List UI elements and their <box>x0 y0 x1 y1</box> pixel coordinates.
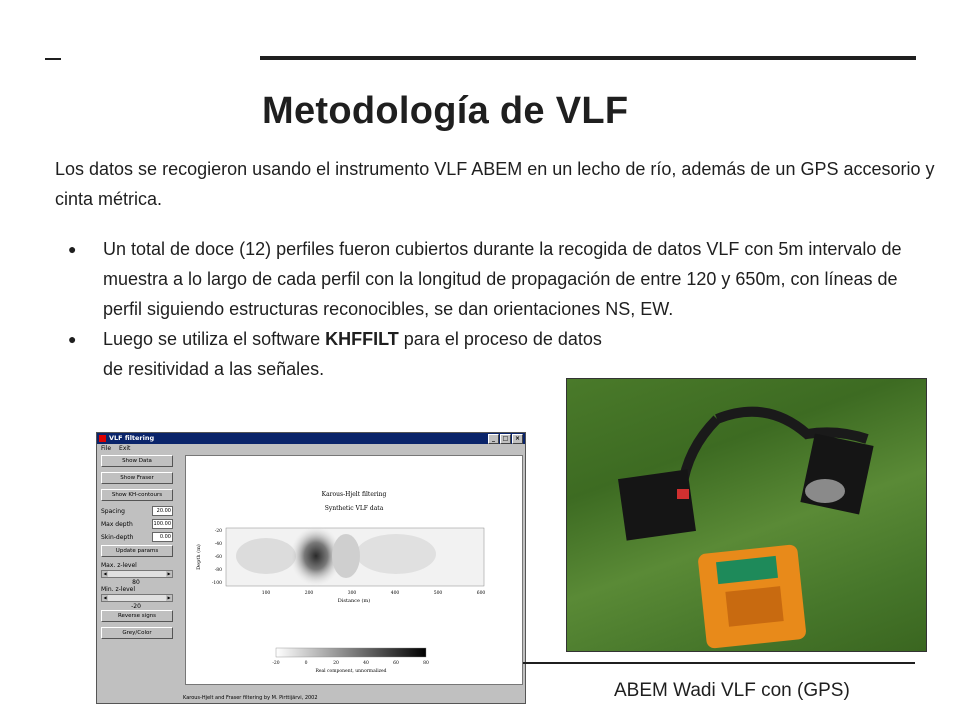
bullet-text-start: Luego se utiliza el software <box>103 329 326 349</box>
max-depth-input[interactable]: 100.00 <box>153 521 171 527</box>
menu-exit[interactable]: Exit <box>119 445 131 452</box>
colorbar-tick: 80 <box>423 661 429 666</box>
y-tick-label: -20 <box>214 529 222 534</box>
close-icon[interactable]: × <box>512 434 523 444</box>
x-tick-label: 100 <box>261 591 271 596</box>
short-divider <box>45 58 61 60</box>
param-label: Skin-depth <box>101 533 134 541</box>
strap-shape <box>717 412 867 439</box>
max-zlevel-value: 80 <box>132 579 140 586</box>
show-fraser-button[interactable]: Show Fraser <box>101 472 173 484</box>
max-zlevel-label: Max. z-level <box>101 562 137 569</box>
slider-right-arrow-icon[interactable]: ▶ <box>167 571 171 576</box>
menu-bar <box>97 444 525 453</box>
window-titlebar <box>97 433 525 444</box>
colorbar-tick: 40 <box>363 661 369 666</box>
bullet-list <box>55 234 935 384</box>
colorbar-tick: -20 <box>272 661 280 666</box>
menu-file[interactable]: File <box>101 445 112 452</box>
status-bar: Karous-Hjelt and Fraser filtering by M. Pirttijärvi, 2002 <box>183 695 318 701</box>
slider-left-arrow-icon[interactable]: ◀ <box>103 571 107 576</box>
colorbar <box>276 648 426 657</box>
colorbar-tick: 0 <box>304 661 308 666</box>
bullet-item <box>55 234 935 324</box>
contour-region <box>332 534 360 578</box>
sensor-pouch <box>800 434 873 515</box>
contour-region <box>356 534 436 574</box>
sensor-reflection <box>805 479 845 503</box>
param-label: Max depth <box>101 520 133 528</box>
grey-color-button[interactable]: Grey/Color <box>101 627 173 639</box>
x-tick-label: 500 <box>433 591 443 596</box>
bullet-text: Un total de doce (12) perfiles fueron cubiertos durante la recogida de datos VLF con 5m intervalo de muestra a lo largo de cada perfil con la longitud de propagación de entre 120 y 650m, con líneas de perfil siguiendo estructuras reconocibles, se dan orientaciones NS, EW. <box>103 239 902 319</box>
connector <box>677 489 689 499</box>
bullet-item <box>55 324 623 384</box>
slider-right-arrow-icon[interactable]: ▶ <box>167 595 171 600</box>
colorbar-tick: 60 <box>393 661 399 666</box>
photo-caption: ABEM Wadi VLF con (GPS) <box>614 680 850 701</box>
contour-region <box>236 538 296 574</box>
update-params-button[interactable]: Update params <box>101 545 173 557</box>
app-icon <box>99 435 106 442</box>
skin-depth-input[interactable]: 0.00 <box>152 532 173 542</box>
spacing-input[interactable]: 20.00 <box>152 506 173 516</box>
bullet-dot-icon: ● <box>68 331 77 347</box>
control-panel <box>101 455 175 644</box>
plot-subtitle: Synthetic VLF data <box>324 505 384 512</box>
bullet-text-end: para el proceso de datos de resitividad a las señales. <box>103 329 602 379</box>
max-zlevel-slider[interactable] <box>101 570 173 578</box>
param-row <box>101 506 173 516</box>
show-kh-contours-button[interactable]: Show KH-contours <box>101 489 173 501</box>
y-tick-label: -40 <box>214 542 222 547</box>
slide-title: Metodología de VLF <box>262 90 629 132</box>
reverse-signs-button[interactable]: Reverse signs <box>101 610 173 622</box>
x-axis-label: Distance (m) <box>337 598 371 604</box>
x-tick-label: 400 <box>390 591 400 596</box>
contour-plot <box>186 456 522 684</box>
device-illustration <box>567 379 926 651</box>
param-label: Spacing <box>101 507 125 515</box>
y-tick-label: -60 <box>214 555 222 560</box>
plot-title: Karous-Hjelt filtering <box>321 491 387 498</box>
colorbar-label: Real component, unnormalized <box>315 669 387 674</box>
caption-divider <box>523 662 915 664</box>
vlf-device-keypad <box>725 586 783 627</box>
slider-left-arrow-icon[interactable]: ◀ <box>103 595 107 600</box>
bullet-dot-icon: ● <box>68 241 77 257</box>
window-title: VLF filtering <box>109 434 155 442</box>
param-row <box>101 519 173 529</box>
top-divider <box>260 56 916 60</box>
x-tick-label: 300 <box>347 591 357 596</box>
software-screenshot <box>96 432 526 704</box>
battery-pouch <box>618 469 696 540</box>
intro-paragraph: Los datos se recogieron usando el instrumento VLF ABEM en un lecho de río, además de un GPS accesorio y cinta métrica. <box>55 159 935 209</box>
colorbar-tick: 20 <box>333 661 339 666</box>
minimize-icon[interactable]: _ <box>488 434 499 444</box>
y-tick-label: -100 <box>211 581 222 586</box>
software-name: KHFFILT <box>325 329 399 349</box>
x-tick-label: 200 <box>304 591 314 596</box>
x-tick-label: 600 <box>476 591 486 596</box>
maximize-icon[interactable]: □ <box>500 434 511 444</box>
param-row <box>101 532 173 542</box>
y-tick-label: -80 <box>214 568 222 573</box>
device-photo <box>566 378 927 652</box>
show-data-button[interactable]: Show Data <box>101 455 173 467</box>
y-axis-label: Depth (m) <box>196 544 202 570</box>
min-zlevel-value: -20 <box>131 603 141 610</box>
min-zlevel-slider[interactable] <box>101 594 173 602</box>
plot-area <box>185 455 523 685</box>
min-zlevel-label: Min. z-level <box>101 586 136 593</box>
